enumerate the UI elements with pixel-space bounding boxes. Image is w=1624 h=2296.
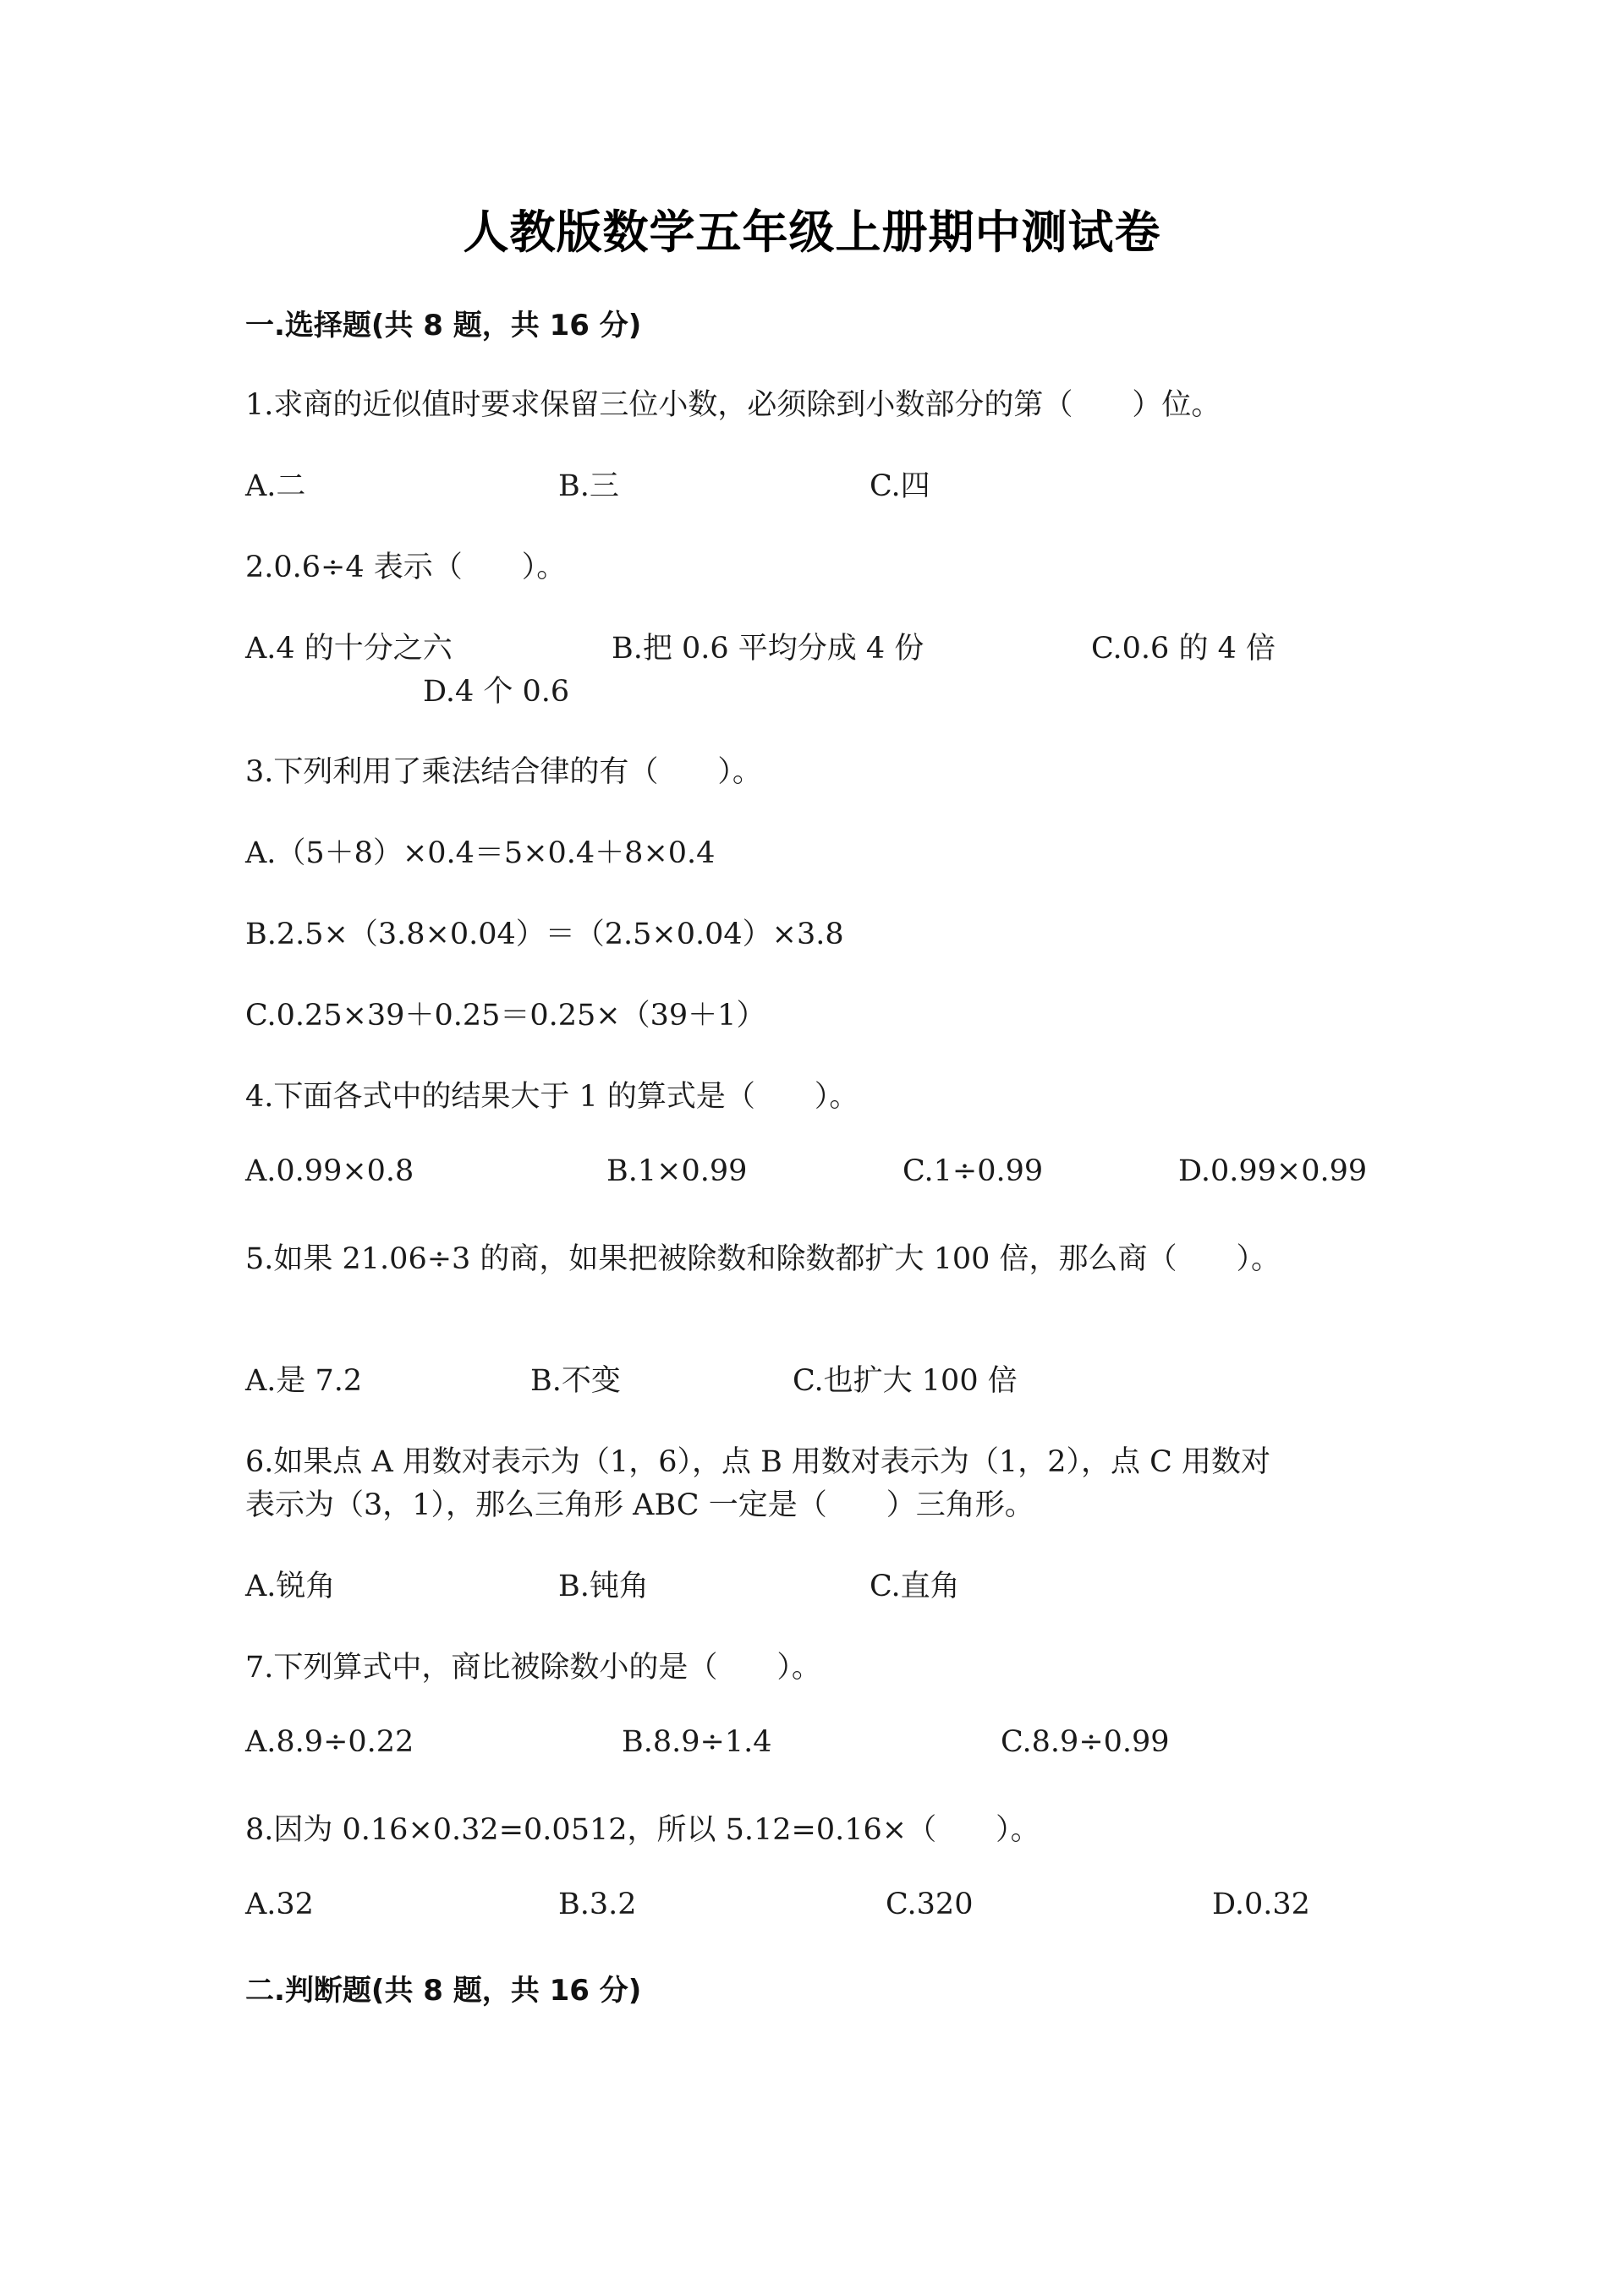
question-2-option-d: D.4 个 0.6 [423,675,570,709]
question-1-stem: 1.求商的近似值时要求保留三位小数，必须除到小数部分的第（ ）位。 [245,388,1221,422]
question-6-option-a: A.锐角 [245,1570,336,1603]
question-7-option-c: C.8.9÷0.99 [1001,1725,1170,1759]
question-4-option-c: C.1÷0.99 [903,1154,1044,1188]
question-1-option-a: A.二 [245,469,306,503]
question-2-option-a: A.4 的十分之六 [245,632,453,666]
question-5-option-b: B.不变 [530,1364,621,1398]
question-7-option-b: B.8.9÷1.4 [622,1725,772,1759]
question-8-option-c: C.320 [886,1888,974,1921]
question-3-option-c: C.0.25×39＋0.25＝0.25×（39＋1） [245,999,766,1033]
section-heading-choice: 一.选择题(共 8 题，共 16 分) [245,309,642,342]
question-6-stem-line-2: 表示为（3，1），那么三角形 ABC 一定是（ ）三角形。 [245,1488,1034,1522]
question-8-option-a: A.32 [245,1888,314,1921]
question-6-option-b: B.钝角 [558,1570,649,1603]
question-3-stem: 3.下列利用了乘法结合律的有（ ）。 [245,755,762,789]
question-6-option-c: C.直角 [870,1570,960,1603]
question-2-option-b: B.把 0.6 平均分成 4 份 [612,632,924,666]
question-5-stem: 5.如果 21.06÷3 的商，如果把被除数和除数都扩大 100 倍，那么商（ ）。 [245,1242,1281,1276]
question-3-option-b: B.2.5×（3.8×0.04）＝（2.5×0.04）×3.8 [245,918,844,951]
question-4-option-a: A.0.99×0.8 [245,1154,414,1188]
question-8-stem: 8.因为 0.16×0.32=0.0512，所以 5.12=0.16×（ ）。 [245,1813,1040,1847]
question-2-stem: 2.0.6÷4 表示（ ）。 [245,551,567,584]
question-8-option-d: D.0.32 [1212,1888,1310,1921]
question-7-option-a: A.8.9÷0.22 [245,1725,414,1759]
question-5-option-c: C.也扩大 100 倍 [793,1364,1018,1398]
question-1-option-c: C.四 [870,469,930,503]
question-5-option-a: A.是 7.2 [245,1364,363,1398]
section-heading-judgement: 二.判断题(共 8 题，共 16 分) [245,1974,642,2008]
question-4-stem: 4.下面各式中的结果大于 1 的算式是（ ）。 [245,1080,859,1114]
question-8-option-b: B.3.2 [558,1888,637,1921]
question-2-option-c: C.0.6 的 4 倍 [1091,632,1276,666]
question-3-option-a: A.（5＋8）×0.4＝5×0.4＋8×0.4 [245,836,716,870]
page-title: 人教版数学五年级上册期中测试卷 [463,205,1161,259]
question-4-option-d: D.0.99×0.99 [1178,1154,1368,1188]
question-4-option-b: B.1×0.99 [606,1154,748,1188]
question-6-stem-line-1: 6.如果点 A 用数对表示为（1，6），点 B 用数对表示为（1，2），点 C 用数对 [245,1445,1270,1479]
question-7-stem: 7.下列算式中，商比被除数小的是（ ）。 [245,1651,821,1685]
question-1-option-b: B.三 [558,469,619,503]
